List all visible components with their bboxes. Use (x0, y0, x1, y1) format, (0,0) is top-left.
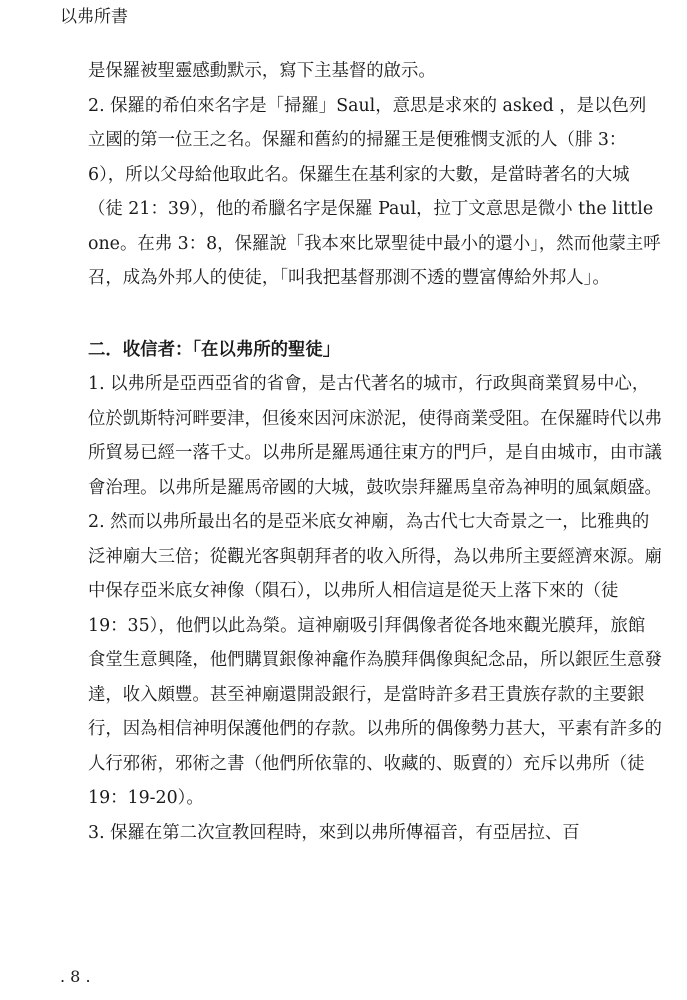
page-number: . 8 . (60, 967, 91, 986)
paragraph-paul-visit: 3. 保羅在第二次宣教回程時，來到以弗所傳福音，有亞居拉、百 (88, 822, 580, 843)
section-heading: 二．收信者：「在以弗所的聖徒」 (88, 339, 341, 360)
section-spacer (88, 296, 662, 333)
paragraph-ephesus-city: 1. 以弗所是亞西亞省的省會，是古代著名的城市，行政與商業貿易中心，位於凱斯特河畔要津，但後來因河床淤泥，使得商業受阻。在保羅時代以弗所貿易已經一落千丈。以弗所是羅馬通往東方的門戶，是自由城市，由市議會治理。以弗所是羅馬帝國的大城，鼓吹崇拜羅馬皇帝為神明的風氣頗盛。 (88, 374, 662, 498)
page-body (88, 54, 662, 850)
paragraph-intro-tail: 是保羅被聖靈感動默示，寫下主基督的啟示。 (88, 61, 436, 81)
paragraph-artemis-temple: 2. 然而以弗所最出名的是亞米底女神廟，為古代七大奇景之一，比雅典的泛神廟大三倍；從觀光客與朝拜者的收入所得，為以弗所主要經濟來源。廟中保存亞米底女神像（隕石），以弗所人相信這是從天上落下來的（徒 19：35），他們以此為榮。這神廟吸引拜偶像者從各地來觀光膜拜，旅館食堂生意興隆，他們購買銀像神龕作為膜拜偶像與紀念品，所以銀匠生意發達，收入頗豐。甚至神廟還開設銀行，是當時許多君王貴族存款的主要銀行，因為相信神明保護他們的存款。以弗所的偶像勢力甚大，平素有許多的人行邪術，邪術之書（他們所依靠的、收藏的、販賣的）充斥以弗所（徒 19：19-20）。 (88, 512, 662, 808)
paragraph-paul-name: 2. 保羅的希伯來名字是「掃羅」Saul，意思是求來的 asked ，是以色列立國的第一位王之名。保羅和舊約的掃羅王是便雅憫支派的人（腓 3：6），所以父母給他取此名。保羅生在基利家的大數，是當時著名的大城（徒 21：39），他的希臘名字是保羅 Paul，拉丁文意思是微小 the little one。在弗 3：8，保羅說「我本來比眾聖徒中最小的還小」，然而他蒙主呼召，成為外邦人的使徒，「叫我把基督那測不透的豐富傳給外邦人」。 (88, 95, 661, 288)
running-header: 以弗所書 (60, 7, 128, 27)
